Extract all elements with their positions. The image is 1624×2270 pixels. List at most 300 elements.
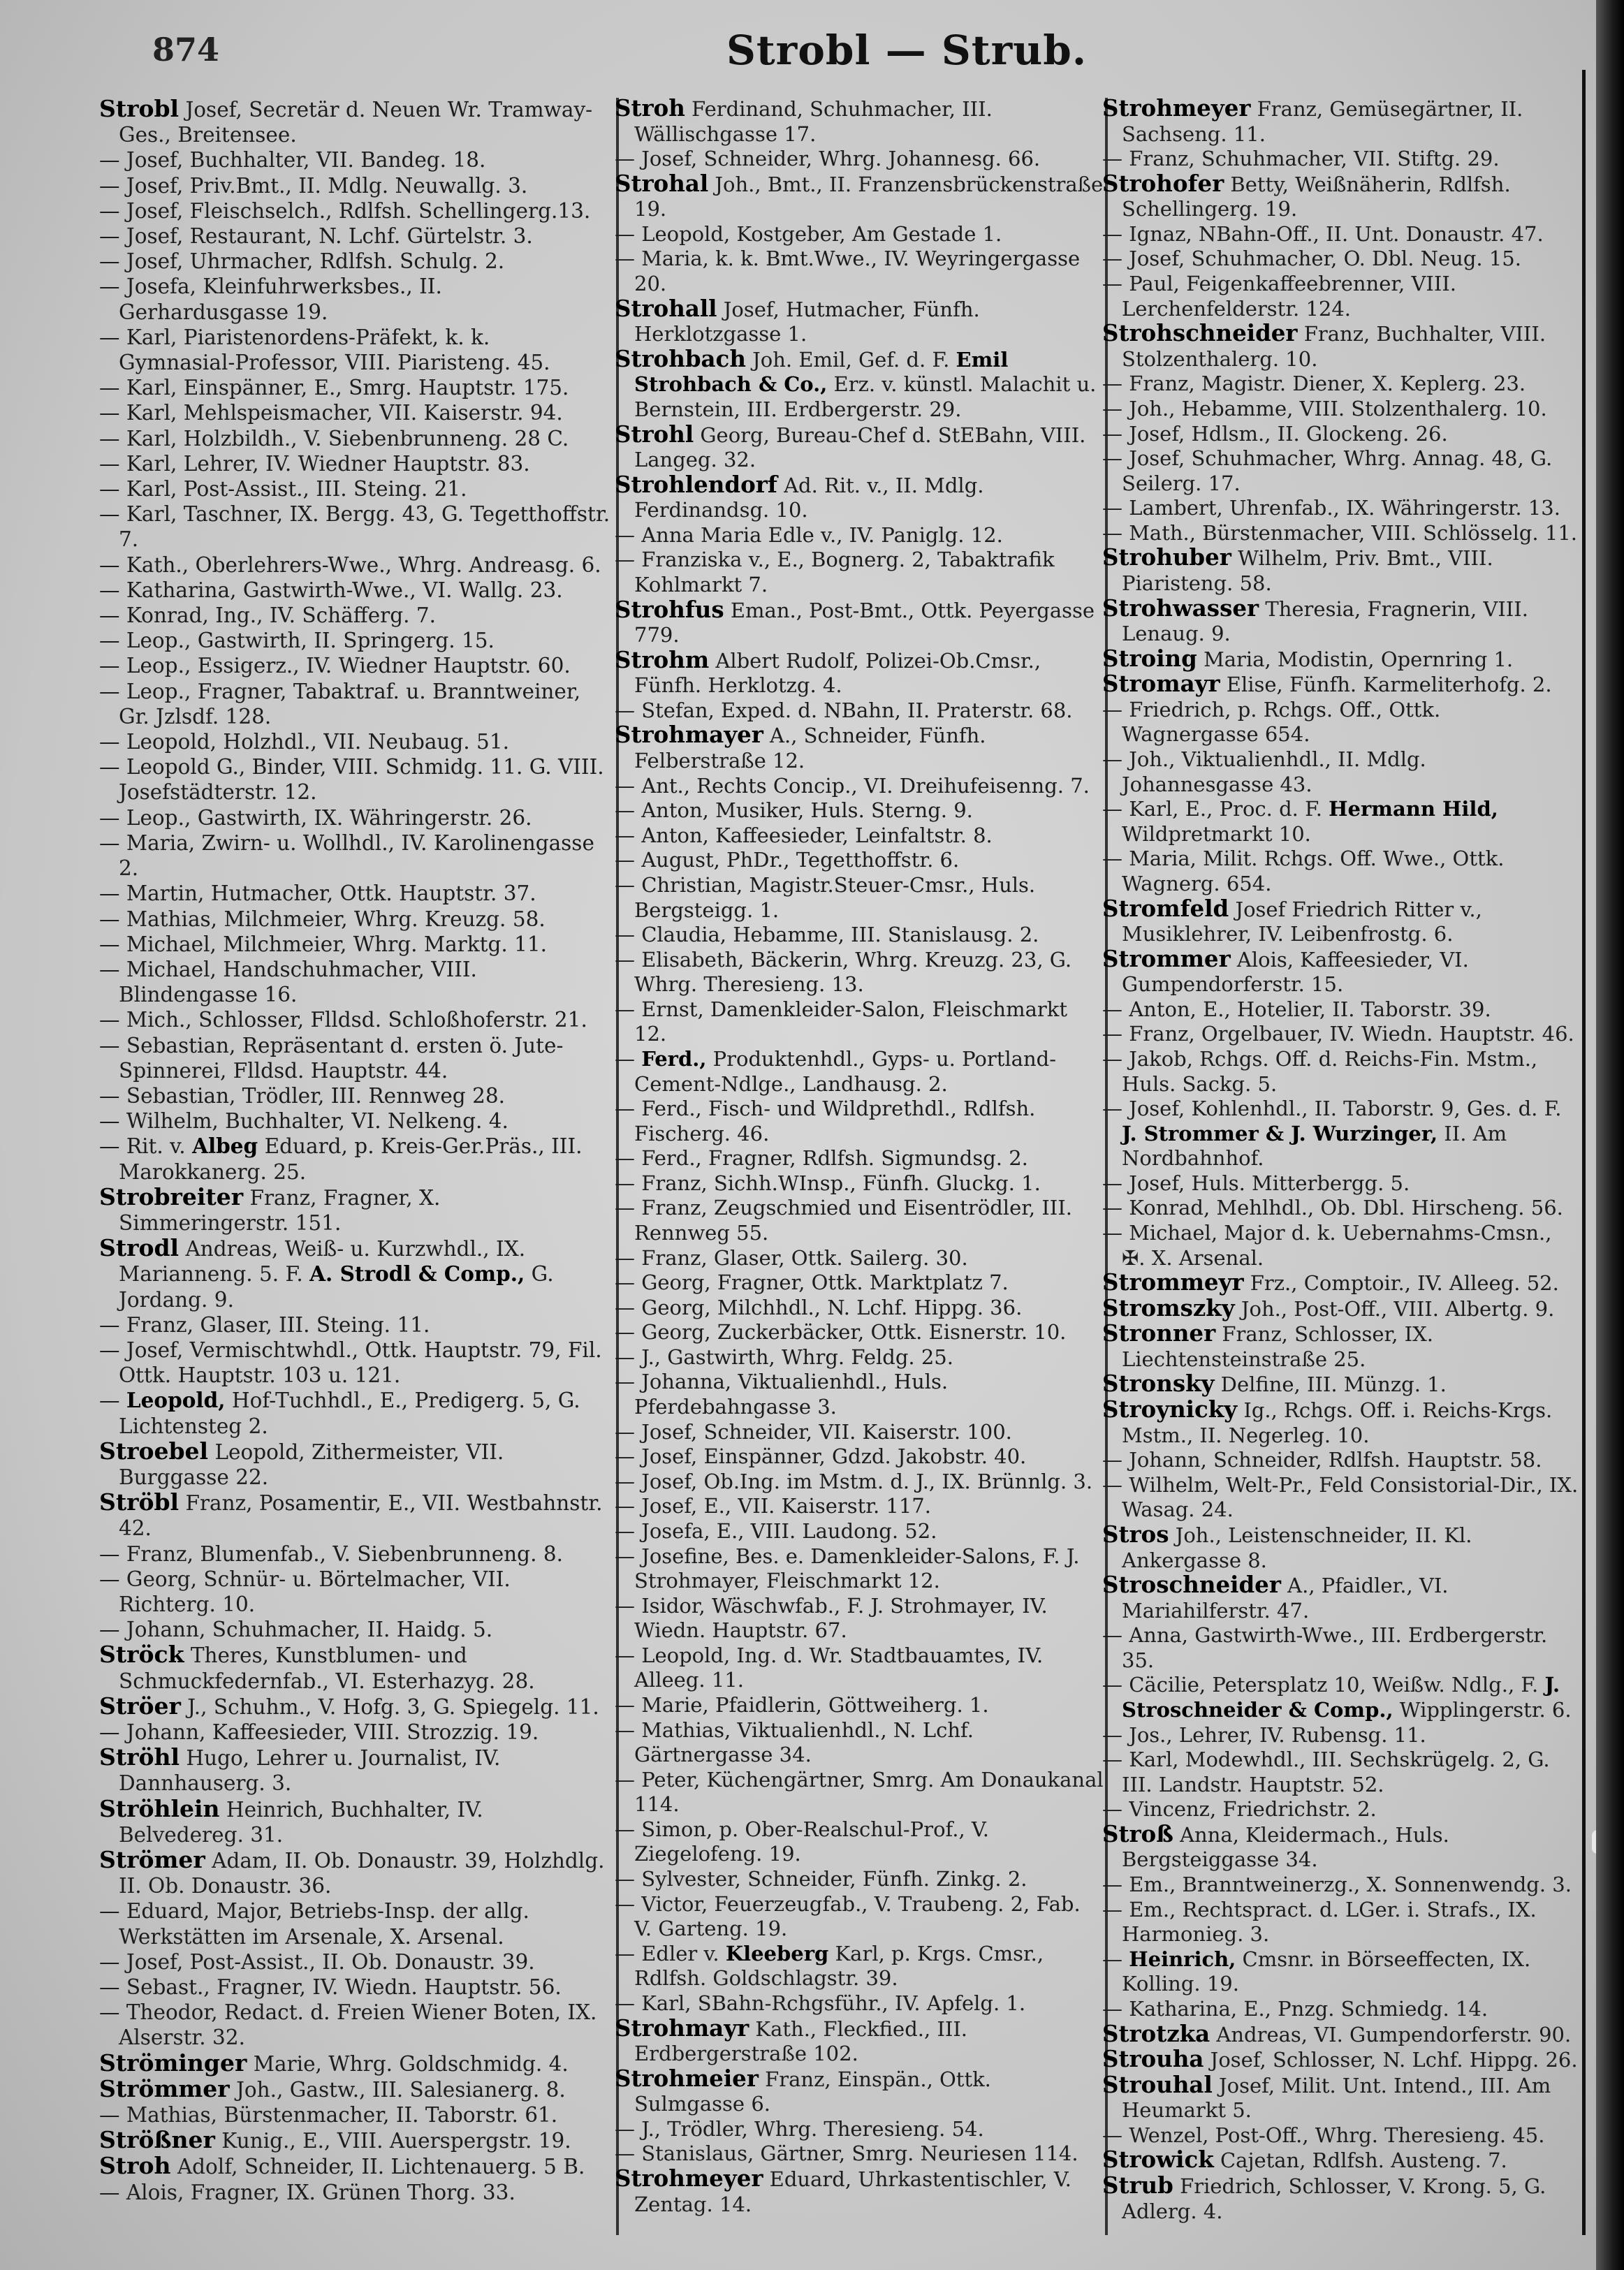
directory-entry <box>1102 545 1580 596</box>
entry-text: Alois, Kaffeesieder, VI. Gumpendorferstr. 15. <box>1122 947 1469 997</box>
entry-surname: Strowick <box>1102 2146 1214 2174</box>
entry-text: — Anna, Gastwirth-Wwe., III. Erdbergerstr. 35. <box>1102 1623 1548 1672</box>
entry-text: — Paul, Feigenkaffeebrenner, VIII. Lerchenfelderstr. 124. <box>1102 272 1457 321</box>
directory-entry <box>615 1594 1104 1643</box>
directory-entry <box>1102 698 1580 747</box>
entry-text: — Josefa, E., VIII. Laudong. 52. <box>615 1518 937 1543</box>
directory-entry <box>615 1718 1104 1768</box>
entry-text: — Wilhelm, Buchhalter, VI. Nelkeng. 4. <box>99 1109 509 1134</box>
entry-text: — Mathias, Milchmeier, Whrg. Kreuzg. 58. <box>99 907 546 931</box>
directory-entry <box>1102 797 1580 847</box>
directory-entry <box>1102 1022 1580 1047</box>
directory-entry <box>1102 672 1580 698</box>
entry-text: — Sylvester, Schneider, Fünfh. Zinkg. 2. <box>615 1867 1027 1891</box>
directory-entry <box>99 1338 612 1388</box>
directory-entry <box>615 923 1104 948</box>
entry-text: — Peter, Küchengärtner, Smrg. Am Donaukanal 114. <box>615 1767 1104 1817</box>
directory-entry <box>615 598 1104 648</box>
entry-text: — Theodor, Redact. d. Freien Wiener Boten, IX. Alserstr. 32. <box>99 2000 597 2050</box>
entry-text: Theres, Kunstblumen- und Schmuckfedernfab., VI. Esterhazyg. 28. <box>119 1643 535 1693</box>
entry-text: Franz, Buchhalter, VIII. Stolzenthalerg. 10. <box>1122 322 1546 371</box>
directory-entry <box>99 1312 612 1338</box>
directory-entry <box>1102 2022 1580 2048</box>
directory-entry <box>99 1898 612 1949</box>
directory-entry <box>99 1134 612 1184</box>
directory-entry <box>1102 1797 1580 1822</box>
entry-firm-name: Hermann Hild, <box>1329 797 1498 821</box>
directory-entry <box>615 1296 1104 1321</box>
directory-entry <box>615 2067 1104 2117</box>
directory-entry <box>615 1171 1104 1196</box>
directory-entry <box>99 1617 612 1642</box>
entry-text-rest: Wipplingerstr. 6. <box>1393 1698 1572 1722</box>
entry-text: — Stefan, Exped. d. NBahn, II. Praterstr. 68. <box>615 698 1073 722</box>
entry-surname: Strohbach <box>615 345 746 372</box>
directory-entry <box>1102 272 1580 321</box>
directory-entry <box>615 848 1104 873</box>
directory-entry <box>99 426 612 451</box>
directory-entry <box>99 805 612 830</box>
directory-entry <box>1102 422 1580 447</box>
directory-column-2 <box>615 96 1104 2217</box>
entry-text: — Ferd., Fragner, Rdlfsh. Sigmundsg. 2. <box>615 1146 1028 1171</box>
entry-text: — Josefa, Kleinfuhrwerksbes., II. Gerhardusgasse 19. <box>99 274 442 324</box>
directory-entry <box>1102 1898 1580 1947</box>
entry-text: Cajetan, Rdlfsh. Austeng. 7. <box>1213 2148 1507 2173</box>
directory-entry <box>99 830 612 881</box>
directory-entry <box>99 476 612 501</box>
directory-entry <box>1102 372 1580 397</box>
entry-text: Maria, Modistin, Opernring 1. <box>1197 647 1514 671</box>
entry-text: Albert Rudolf, Polizei-Ob.Cmsr., Fünfh. Herklotzg. 4. <box>634 648 1041 698</box>
entry-text: — Anton, E., Hotelier, II. Taborstr. 39. <box>1102 997 1491 1021</box>
entry-text: — Maria, Milit. Rchgs. Off. Wwe., Ottk. Wagnerg. 654. <box>1102 847 1505 895</box>
entry-text: — <box>99 1389 126 1413</box>
entry-text: — Leopold G., Binder, VIII. Schmidg. 11. G. VIII. Josefstädterstr. 12. <box>99 755 604 805</box>
directory-entry <box>615 1370 1104 1419</box>
directory-entry <box>615 997 1104 1047</box>
directory-entry <box>1102 1573 1580 1623</box>
directory-entry <box>1102 1448 1580 1473</box>
directory-entry <box>99 1745 612 1796</box>
entry-text: — Vincenz, Friedrichstr. 2. <box>1102 1797 1377 1822</box>
entry-text: — Maria, k. k. Bmt.Wwe., IV. Weyringergasse 20. <box>615 247 1081 296</box>
directory-entry <box>1102 1623 1580 1673</box>
entry-text: — Karl, E., Proc. d. F. <box>1102 797 1329 821</box>
directory-entry <box>1102 897 1580 947</box>
directory-entry <box>615 648 1104 698</box>
entry-text: — Franziska v., E., Bognerg. 2, Tabaktrafik Kohlmarkt 7. <box>615 548 1055 596</box>
directory-entry <box>99 1720 612 1745</box>
directory-entry <box>1102 1271 1580 1296</box>
directory-entry <box>615 948 1104 997</box>
entry-text: — Josef, Fleischselch., Rdlfsh. Schellingerg.13. <box>99 198 591 223</box>
entry-text: — Jos., Lehrer, IV. Rubensg. 11. <box>1102 1722 1426 1747</box>
entry-text: — Joh., Hebamme, VIII. Stolzenthalerg. 10. <box>1102 396 1547 420</box>
entry-text: — Georg, Fragner, Ottk. Marktplatz 7. <box>615 1271 1009 1295</box>
entry-surname: Ströer <box>99 1692 181 1720</box>
directory-entry <box>99 729 612 754</box>
entry-text: Joh., Bmt., II. Franzensbrückenstraße 19. <box>634 172 1104 221</box>
directory-entry <box>99 1007 612 1032</box>
entry-text: — Georg, Zuckerbäcker, Ottk. Eisnerstr. 10. <box>615 1320 1067 1345</box>
entry-surname: Strohlendorf <box>615 471 777 498</box>
directory-entry <box>615 1519 1104 1544</box>
entry-text: Frz., Comptoir., IV. Alleeg. 52. <box>1243 1271 1559 1296</box>
entry-text: — Karl, Taschner, IX. Bergg. 43, G. Tegetthoffstr. 7. <box>99 502 610 552</box>
entry-text: Franz, Einspän., Ottk. Sulmgasse 6. <box>634 2067 991 2116</box>
directory-entry <box>99 1847 612 1898</box>
directory-entry <box>1102 1523 1580 1573</box>
entry-firm-name: A. Strodl & Comp., <box>309 1261 525 1287</box>
directory-entry <box>99 1236 612 1312</box>
entry-text: — Sebastian, Repräsentant d. ersten ö. Jute-Spinnerei, Flldsd. Hauptstr. 44. <box>99 1033 564 1083</box>
directory-entry <box>1102 1947 1580 1997</box>
entry-text: — J., Gastwirth, Whrg. Feldg. 25. <box>615 1345 953 1369</box>
entry-text: — Em., Rechtspract. d. LGer. i. Strafs., IX. Harmonieg. 3. <box>1102 1897 1537 1947</box>
entry-text: Kath., Fleckfied., III. Erdbergerstraße 102. <box>634 2016 968 2066</box>
entry-text: — Johann, Kaffeesieder, VIII. Strozzig. 19. <box>99 1720 539 1744</box>
entry-text: — Ignaz, NBahn-Off., II. Unt. Donaustr. 47. <box>1102 221 1544 246</box>
entry-text: Eman., Post-Bmt., Ottk. Peyergasse 779. <box>634 598 1095 647</box>
entry-text: — Jakob, Rchgs. Off. d. Reichs-Fin. Mstm., Huls. Sackg. 5. <box>1102 1046 1538 1096</box>
entry-text: Josef, Schlosser, N. Lchf. Hippg. 26. <box>1204 2048 1578 2072</box>
entry-text: — Franz, Sichh.WInsp., Fünfh. Gluckg. 1. <box>615 1171 1041 1195</box>
page-number: 874 <box>152 31 220 68</box>
directory-entry <box>99 2128 612 2153</box>
entry-surname: Strohwasser <box>1102 594 1259 622</box>
entry-text: Leopold, Zithermeister, VII. Burggasse 22. <box>119 1440 504 1489</box>
directory-entry <box>615 1544 1104 1594</box>
directory-entry <box>1102 1171 1580 1196</box>
entry-surname: Strohmeier <box>615 2065 759 2092</box>
entry-text: — Josef, E., VII. Kaiserstr. 117. <box>615 1494 931 1518</box>
entry-text: — Leop., Essigerz., IV. Wiedner Hauptstr. 60. <box>99 654 571 678</box>
entry-text: — Sebastian, Trödler, III. Rennweg 28. <box>99 1083 505 1108</box>
directory-entry <box>615 774 1104 799</box>
entry-text: Delfine, III. Münzg. 1. <box>1214 1372 1447 1397</box>
directory-entry <box>99 1642 612 1693</box>
entry-surname: Stroh <box>615 95 685 122</box>
directory-entry <box>99 147 612 173</box>
directory-entry <box>1102 1097 1580 1171</box>
entry-text: Ferdinand, Schuhmacher, III. Wällischgasse 17. <box>634 97 993 146</box>
directory-entry <box>615 1470 1104 1495</box>
entry-text: — Karl, Lehrer, IV. Wiedner Hauptstr. 83. <box>99 451 530 476</box>
directory-entry <box>99 501 612 552</box>
entry-text: A., Schneider, Fünfh. Felberstraße 12. <box>634 724 986 773</box>
directory-column-3 <box>1102 96 1580 2224</box>
directory-entry <box>1102 1673 1580 1722</box>
entry-surname: Strößner <box>99 2126 215 2154</box>
entry-surname: Strömmer <box>99 2074 230 2102</box>
directory-entry <box>615 548 1104 597</box>
directory-entry <box>615 1320 1104 1345</box>
entry-text-rest: Eduard, p. Kreis-Ger.Präs., III. Marokkanerg. 25. <box>119 1134 583 1184</box>
entry-surname: Ströhlein <box>99 1794 220 1822</box>
entry-text: Theresia, Fragnerin, VIII. Lenaug. 9. <box>1122 596 1528 646</box>
directory-entry <box>1102 847 1580 896</box>
directory-entry <box>1102 2148 1580 2174</box>
directory-entry <box>99 1182 612 1236</box>
entry-text: — Franz, Schuhmacher, VII. Stiftg. 29. <box>1102 147 1500 171</box>
entry-text: — Konrad, Ing., IV. Schäfferg. 7. <box>99 603 437 628</box>
entry-text: — Rit. v. <box>99 1134 193 1159</box>
directory-entry <box>99 1567 612 1617</box>
directory-entry <box>1102 1473 1580 1523</box>
entry-text: Andreas, VI. Gumpendorferstr. 90. <box>1210 2022 1572 2046</box>
entry-text-rest: Erz. v. künstl. Malachit u. Bernstein, III. Erdbergerstr. 29. <box>634 372 1097 421</box>
directory-entry <box>99 1083 612 1108</box>
entry-surname: Strohmeyer <box>1102 95 1251 122</box>
page-edge-rule <box>1582 70 1586 2235</box>
scan-shadow-edge <box>1596 0 1624 2270</box>
entry-text: — Josef, Priv.Bmt., II. Mdlg. Neuwallg. 3. <box>99 173 528 198</box>
directory-entry <box>99 932 612 957</box>
directory-entry <box>99 375 612 400</box>
entry-surname: Ströck <box>99 1641 184 1669</box>
entry-surname: Stronner <box>1102 1320 1216 1347</box>
directory-entry <box>1102 1221 1580 1271</box>
entry-surname: Strohschneider <box>1102 320 1298 347</box>
entry-text-rest: II. Am Nordbahnhof. <box>1122 1121 1507 1171</box>
directory-entry <box>1102 2073 1580 2123</box>
entry-surname: Strohuber <box>1102 544 1231 571</box>
entry-text-rest: Produktenhdl., Gyps- u. Portland-Cement-Ndlge., Landhausg. 2. <box>634 1046 1056 1096</box>
directory-entry <box>1102 2123 1580 2148</box>
directory-entry <box>1102 1321 1580 1372</box>
entry-text-rest: Cmsnr. in Börseeffecten, IX. Kolling. 19. <box>1122 1947 1531 1996</box>
directory-entry <box>615 1494 1104 1519</box>
entry-text: — Josefine, Bes. e. Damenkleider-Salons, F. J. Strohmayer, Fleischmarkt 12. <box>615 1544 1080 1593</box>
directory-entry <box>615 1991 1104 2016</box>
entry-text: — Karl, Post-Assist., III. Steing. 21. <box>99 477 467 501</box>
entry-text: — Konrad, Mehlhdl., Ob. Dbl. Hirscheng. 56. <box>1102 1196 1563 1220</box>
directory-column-1 <box>99 96 612 2205</box>
entry-text: — Ant., Rechts Concip., VI. Dreihufeisenng. 7. <box>615 773 1090 798</box>
directory-entry <box>99 1388 612 1438</box>
entry-text: — Isidor, Wäschwfab., F. J. Strohmayer, IV. Wiedn. Hauptstr. 67. <box>615 1593 1048 1643</box>
entry-text: — Josef, Ob.Ing. im Mstm. d. J., IX. Brünnlg. 3. <box>615 1469 1093 1493</box>
directory-entry <box>99 1490 612 1541</box>
directory-entry <box>615 1817 1104 1867</box>
entry-text: — Karl, SBahn-Rchgsführ., IV. Apfelg. 1. <box>615 1991 1026 2015</box>
directory-entry <box>99 2180 612 2205</box>
entry-text: — <box>1102 1947 1129 1971</box>
entry-firm-name: Emil Strohbach & Co., <box>634 347 1009 397</box>
directory-entry <box>99 1694 612 1720</box>
entry-text: Ig., Rchgs. Off. i. Reichs-Krgs. Mstm., II. Negerleg. 10. <box>1122 1398 1553 1447</box>
directory-entry <box>99 198 612 224</box>
entry-surname: Strohfus <box>615 596 724 623</box>
directory-entry <box>1102 1047 1580 1097</box>
entry-text: Josef Friedrich Ritter v., Musiklehrer, IV. Leibenfrostg. 6. <box>1122 897 1482 946</box>
entry-surname: Strodl <box>99 1234 180 1262</box>
entry-firm-name: Albeg <box>192 1134 258 1159</box>
directory-entry <box>1102 247 1580 272</box>
entry-text: — Martin, Hutmacher, Ottk. Hauptstr. 37. <box>99 881 536 906</box>
directory-entry <box>99 325 612 375</box>
entry-text: A., Pfaidler., VI. Mariahilferstr. 47. <box>1122 1574 1449 1623</box>
entry-surname: Strohofer <box>1102 170 1224 197</box>
directory-entry <box>615 1345 1104 1370</box>
directory-entry <box>615 1768 1104 1817</box>
entry-surname: Stroß <box>1102 1820 1173 1847</box>
entry-text: — Ernst, Damenkleider-Salon, Fleischmarkt 12. <box>615 997 1067 1046</box>
directory-entry <box>1102 1873 1580 1898</box>
entry-text: Adolf, Schneider, II. Lichtenauerg. 5 B. <box>170 2155 585 2179</box>
entry-text: Joh., Leistenschneider, II. Kl. Ankergasse 8. <box>1122 1523 1472 1572</box>
entry-text: Franz, Posamentir, E., VII. Westbahnstr. 42. <box>119 1491 603 1541</box>
entry-surname: Ströhl <box>99 1743 180 1771</box>
entry-surname: Strohal <box>615 170 709 197</box>
directory-entry <box>1102 1822 1580 1873</box>
directory-entry <box>615 172 1104 222</box>
entry-text: — Kath., Oberlehrers-Wwe., Whrg. Andreasg. 6. <box>99 552 601 577</box>
entry-text: Betty, Weißnäherin, Rdlfsh. Schellingerg. 19. <box>1122 172 1511 221</box>
entry-surname: Strohmayer <box>615 722 763 749</box>
directory-entry <box>99 1975 612 2000</box>
directory-entry <box>99 1033 612 1083</box>
directory-entry <box>99 224 612 249</box>
directory-entry <box>615 420 1104 473</box>
entry-text: Joh., Post-Off., VIII. Albertg. 9. <box>1234 1296 1555 1321</box>
entry-text: Franz, Fragner, X. Simmeringerstr. 151. <box>119 1185 441 1235</box>
entry-text: — Georg, Schnür- u. Börtelmacher, VII. Richterg. 10. <box>99 1567 511 1616</box>
directory-entry <box>99 907 612 932</box>
entry-text: — Math., Bürstenmacher, VIII. Schlösselg. 11. <box>1102 520 1577 545</box>
directory-entry <box>99 451 612 476</box>
directory-entry <box>615 798 1104 823</box>
entry-text: — Anton, Musiker, Huls. Sterng. 9. <box>615 798 973 823</box>
directory-entry <box>615 1693 1104 1718</box>
directory-entry <box>1102 321 1580 372</box>
entry-firm-name: Ferd., <box>641 1046 707 1071</box>
entry-text: — Marie, Pfaidlerin, Göttweiherg. 1. <box>615 1693 989 1717</box>
entry-text: Marie, Whrg. Goldschmidg. 4. <box>247 2051 569 2076</box>
entry-text: — Claudia, Hebamme, III. Stanislausg. 2. <box>615 923 1039 947</box>
entry-surname: Ströminger <box>99 2049 247 2077</box>
directory-entry <box>1102 521 1580 546</box>
entry-text: Friedrich, Schlosser, V. Krong. 5, G. Adlerg. 4. <box>1122 2174 1546 2223</box>
directory-entry <box>615 723 1104 773</box>
entry-text: — Wenzel, Post-Off., Whrg. Theresieng. 45. <box>1102 2123 1545 2147</box>
entry-surname: Strouhal <box>1102 2071 1213 2098</box>
directory-entry <box>1102 446 1580 496</box>
entry-text: — Josef, Hdlsm., II. Glockeng. 26. <box>1102 421 1448 446</box>
entry-text: — Mathias, Viktualienhdl., N. Lchf. Gärtnergasse 34. <box>615 1718 974 1767</box>
entry-text: — Christian, Magistr.Steuer-Cmsr., Huls. Bergsteigg. 1. <box>615 872 1036 922</box>
entry-text: Franz, Schlosser, IX. Liechtensteinstraße 25. <box>1122 1322 1433 1371</box>
directory-entry <box>99 653 612 678</box>
entry-text: — Leopold, Kostgeber, Am Gestade 1. <box>615 221 1002 246</box>
entry-text: — Josef, Uhrmacher, Rdlfsh. Schulg. 2. <box>99 249 505 274</box>
entry-text: — Josef, Schuhmacher, O. Dbl. Neug. 15. <box>1102 247 1521 271</box>
directory-entry <box>1102 172 1580 222</box>
entry-text: Josef, Milit. Unt. Intend., III. Am Heumarkt 5. <box>1122 2073 1551 2123</box>
entry-text: — Franz, Orgelbauer, IV. Wiedn. Hauptstr. 46. <box>1102 1022 1574 1046</box>
entry-text: — Michael, Major d. k. Uebernahms-Cmsn., ✠. X. Arsenal. <box>1102 1221 1552 1270</box>
directory-entry <box>615 473 1104 523</box>
entry-surname: Strohmayr <box>615 2014 749 2042</box>
entry-text: — Josef, Post-Assist., II. Ob. Donaustr. 39. <box>99 1949 535 1974</box>
entry-text: — Sebast., Fragner, IV. Wiedn. Hauptstr. 56. <box>99 1975 562 2000</box>
directory-entry <box>615 347 1104 423</box>
entry-text: — Wilhelm, Welt-Pr., Feld Consistorial-Dir., IX. Wasag. 24. <box>1102 1472 1579 1522</box>
directory-entry <box>615 698 1104 724</box>
entry-text: — Michael, Handschuhmacher, VIII. Blindengasse 16. <box>99 957 477 1007</box>
directory-entry <box>615 523 1104 548</box>
entry-text: — Josef, Vermischtwhdl., Ottk. Hauptstr. 79, Fil. Ottk. Hauptstr. 103 u. 121. <box>99 1338 602 1388</box>
directory-entry <box>99 628 612 653</box>
directory-entry <box>99 1949 612 1975</box>
directory-entry <box>615 297 1104 347</box>
directory-entry <box>615 147 1104 172</box>
directory-entry <box>1102 1196 1580 1221</box>
directory-entry <box>99 1542 612 1567</box>
entry-surname: Strohm <box>615 646 710 673</box>
entry-text: — Karl, Einspänner, E., Smrg. Hauptstr. 175. <box>99 376 569 400</box>
directory-entry <box>615 2167 1104 2217</box>
entry-text: — Simon, p. Ober-Realschul-Prof., V. Ziegelofeng. 19. <box>615 1817 989 1866</box>
directory-entry <box>99 754 612 805</box>
entry-text: — Lambert, Uhrenfab., IX. Währingerstr. 13. <box>1102 496 1560 520</box>
directory-entry <box>615 247 1104 296</box>
entry-text: — Friedrich, p. Rchgs. Off., Ottk. Wagnergasse 654. <box>1102 697 1441 747</box>
entry-surname: Stroing <box>1102 645 1197 672</box>
entry-text: Heinrich, Buchhalter, IV. Belvedereg. 31. <box>119 1797 483 1847</box>
entry-text: — Josef, Restaurant, N. Lchf. Gürtelstr. 3. <box>99 224 533 249</box>
directory-entry <box>99 2000 612 2050</box>
entry-firm-name: J. Stroschneider & Comp., <box>1122 1673 1560 1722</box>
entry-text-rest: Hof-Tuchhdl., E., Predigerg. 5, G. Lichtensteg 2. <box>119 1389 580 1438</box>
directory-entry <box>615 823 1104 849</box>
entry-text: — Mich., Schlosser, Flldsd. Schloßhoferstr. 21. <box>99 1008 587 1032</box>
entry-text: — August, PhDr., Tegetthoffstr. 6. <box>615 848 960 872</box>
entry-text: Josef, Secretär d. Neuen Wr. Tramway-Ges., Breitensee. <box>119 98 593 147</box>
entry-text: — Stanislaus, Gärtner, Smrg. Neuriesen 114. <box>615 2141 1078 2166</box>
entry-text: — Elisabeth, Bäckerin, Whrg. Kreuzg. 23, G. Whrg. Theresieng. 13. <box>615 947 1072 997</box>
directory-entry <box>1102 647 1580 673</box>
directory-entry <box>99 1439 612 1490</box>
entry-text: — Leopold, Ing. d. Wr. Stadtbauamtes, IV. Alleeg. 11. <box>615 1643 1044 1692</box>
entry-surname: Ströbl <box>99 1488 180 1516</box>
entry-surname: Stroh <box>99 2152 171 2180</box>
entry-text: Hugo, Lehrer u. Journalist, IV. Dannhauserg. 3. <box>119 1746 501 1796</box>
entry-text: — Leopold, Holzhdl., VII. Neubaug. 51. <box>99 730 509 754</box>
entry-text: — Josef, Huls. Mitterbergg. 5. <box>1102 1171 1410 1195</box>
entry-text: — Josef, Kohlenhdl., II. Taborstr. 9, Ges. d. F. <box>1102 1097 1562 1121</box>
directory-entry <box>1102 96 1580 147</box>
entry-text-rest: Wildpretmarkt 10. <box>1122 821 1311 846</box>
entry-text: — Franz, Zeugschmied und Eisentrödler, III. Rennweg 55. <box>615 1196 1072 1245</box>
entry-surname: Strotzka <box>1102 2020 1210 2047</box>
directory-entry <box>1102 1398 1580 1448</box>
directory-entry <box>615 222 1104 247</box>
entry-text: — Josef, Schuhmacher, Whrg. Annag. 48, G. Seilerg. 17. <box>1102 446 1553 495</box>
directory-entry <box>615 1246 1104 1271</box>
directory-entry <box>99 1796 612 1847</box>
directory-entry <box>615 2117 1104 2142</box>
entry-text: Anna, Kleidermach., Huls. Bergsteiggasse 34. <box>1122 1822 1449 1872</box>
entry-text: — Mathias, Bürstenmacher, II. Taborstr. 61. <box>99 2103 558 2128</box>
entry-surname: Strohl <box>615 420 694 448</box>
entry-text: — Karl, Modewhdl., III. Sechskrügelg. 2, G. III. Landstr. Hauptstr. 52. <box>1102 1748 1550 1796</box>
entry-text: Kunig., E., VIII. Auerspergstr. 19. <box>214 2129 571 2153</box>
directory-entry <box>1102 222 1580 247</box>
directory-entry <box>1102 747 1580 797</box>
entry-text: Ad. Rit. v., II. Mdlg. Ferdinandsg. 10. <box>634 473 984 522</box>
